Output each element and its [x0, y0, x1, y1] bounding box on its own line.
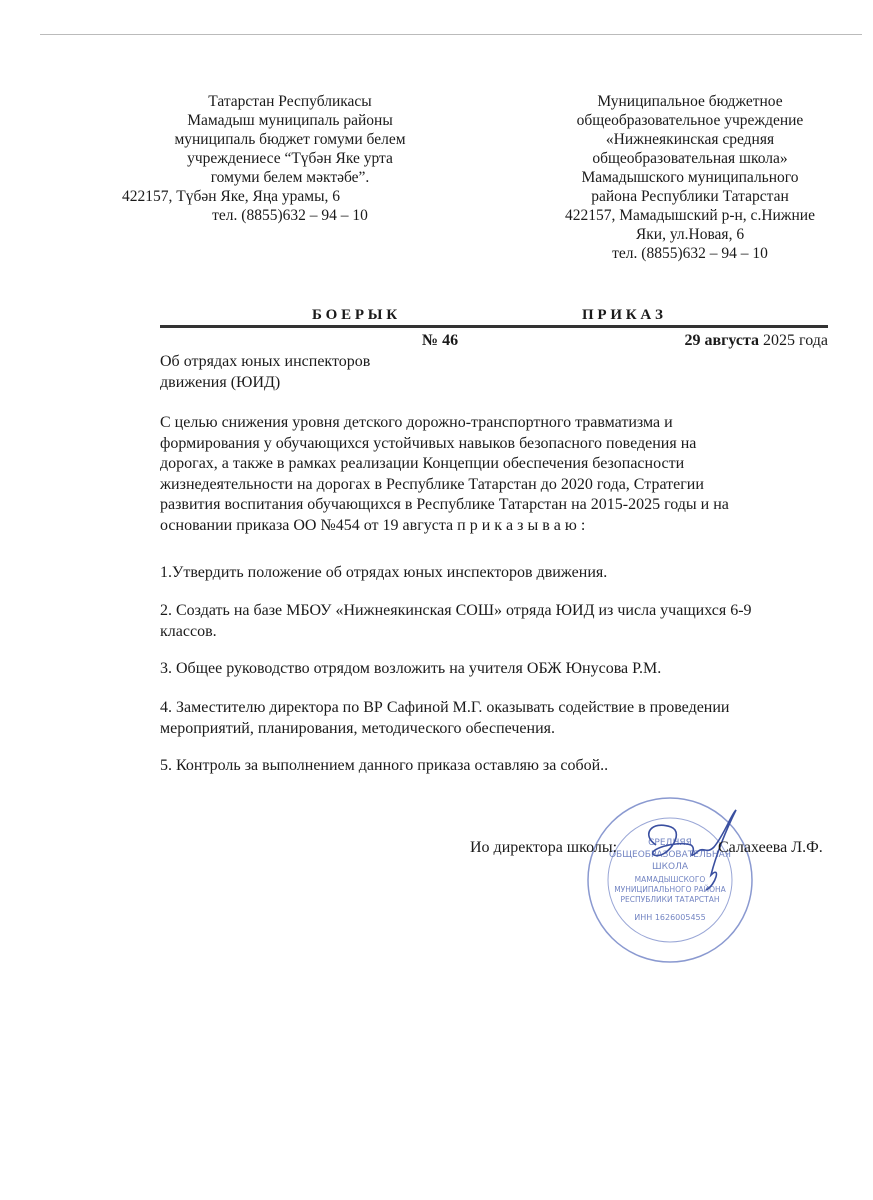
header-right-russian	[550, 92, 830, 263]
date-day-month: 29 августа	[684, 332, 760, 349]
title-prikaz: П Р И К А З	[582, 307, 663, 323]
header-line: 422157, Мамадышский р-н, с.Нижние	[565, 207, 815, 224]
header-line: Мамадыш муниципаль районы	[187, 112, 393, 129]
header-line: общеобразовательная школа»	[592, 150, 788, 167]
title-boeryk: Б О Е Р Ы К	[312, 307, 398, 323]
header-line: гомуми белем мәктәбе”.	[210, 169, 370, 186]
header-line: Мамадышского муниципального	[581, 169, 799, 186]
order-date	[684, 331, 828, 352]
header-line: муниципаль бюджет гомуми белем	[174, 131, 406, 148]
order-subject	[160, 352, 370, 393]
header-left-tatar	[122, 92, 430, 225]
header-line: тел. (8855)632 – 94 – 10	[212, 207, 368, 224]
header-line: Татарстан Республикасы	[208, 93, 372, 110]
header-line: общеобразовательное учреждение	[576, 112, 804, 129]
signature-position: Ио директора школы:	[470, 839, 618, 856]
preamble-line: основании приказа ОО №454 от 19 августа п р и к а з ы в а ю :	[160, 516, 586, 534]
stamp-text: СРЕДНЯЯ	[648, 838, 692, 848]
stamp-text: ИНН 1626005455	[634, 913, 706, 922]
preamble-line: С целью снижения уровня детского дорожно-транспортного травматизма и	[160, 414, 673, 431]
item-line: мероприятий, планирования, методического обеспечения.	[160, 719, 555, 737]
header-line: Яки, ул.Новая, 6	[635, 226, 745, 243]
header-line: Муниципальное бюджетное	[597, 93, 783, 110]
item-line: классов.	[160, 622, 217, 640]
stamp-text: МУНИЦИПАЛЬНОГО РАЙОНА	[614, 885, 726, 894]
preamble	[160, 413, 729, 536]
header-line: 422157, Түбән Яке, Яңа урамы, 6	[122, 188, 341, 205]
order-item-2	[160, 601, 752, 642]
item-line: 3. Общее руководство отрядом возложить на учителя ОБЖ Юнусова Р.М.	[160, 660, 662, 677]
stamp-text: МАМАДЫШСКОГО	[634, 875, 706, 884]
preamble-line: формирования у обучающихся устойчивых навыков безопасного поведения на	[160, 434, 697, 452]
item-line: 4. Заместителю директора по ВР Сафиной М.Г. оказывать содействие в проведении	[160, 699, 730, 716]
scan-edge-line	[40, 34, 862, 35]
order-number: № 46	[422, 332, 459, 349]
order-item-4	[160, 698, 730, 739]
header-line: учреждениесе “Түбән Яке урта	[187, 150, 393, 167]
preamble-line: дорогах, а также в рамках реализации Концепции обеспечения безопасности	[160, 455, 685, 472]
order-item-5	[160, 756, 608, 777]
stamp-text: ОБЩЕОБРАЗОВАТЕЛЬНАЯ	[608, 850, 732, 860]
stamp-text: ШКОЛА	[651, 862, 689, 872]
header-line: района Республики Татарстан	[591, 188, 789, 205]
date-year: 2025 года	[759, 332, 828, 349]
stamp-text: РЕСПУБЛИКИ ТАТАРСТАН	[620, 895, 720, 904]
item-line: 2. Создать на базе МБОУ «Нижнеякинская СОШ» отряда ЮИД из числа учащихся 6-9	[160, 602, 752, 619]
preamble-line: развития воспитания обучающихся в Республике Татарстан на 2015-2025 годы и на	[160, 496, 729, 513]
header-line: «Нижнеякинская средняя	[605, 131, 775, 148]
item-line: 5. Контроль за выполнением данного приказа оставляю за собой..	[160, 757, 609, 774]
order-item-3	[160, 659, 661, 680]
preamble-line: жизнедеятельности на дорогах в Республике Татарстан до 2020 года, Стратегии	[160, 475, 704, 493]
subject-line: Об отрядах юных инспекторов	[160, 353, 371, 370]
subject-line: движения (ЮИД)	[160, 373, 281, 391]
header-line: тел. (8855)632 – 94 – 10	[612, 245, 768, 262]
item-line: 1.Утвердить положение об отрядах юных инспекторов движения.	[160, 564, 608, 581]
order-item-1	[160, 563, 607, 584]
signature-name: Салахеева Л.Ф.	[718, 839, 823, 856]
title-divider	[160, 325, 828, 328]
